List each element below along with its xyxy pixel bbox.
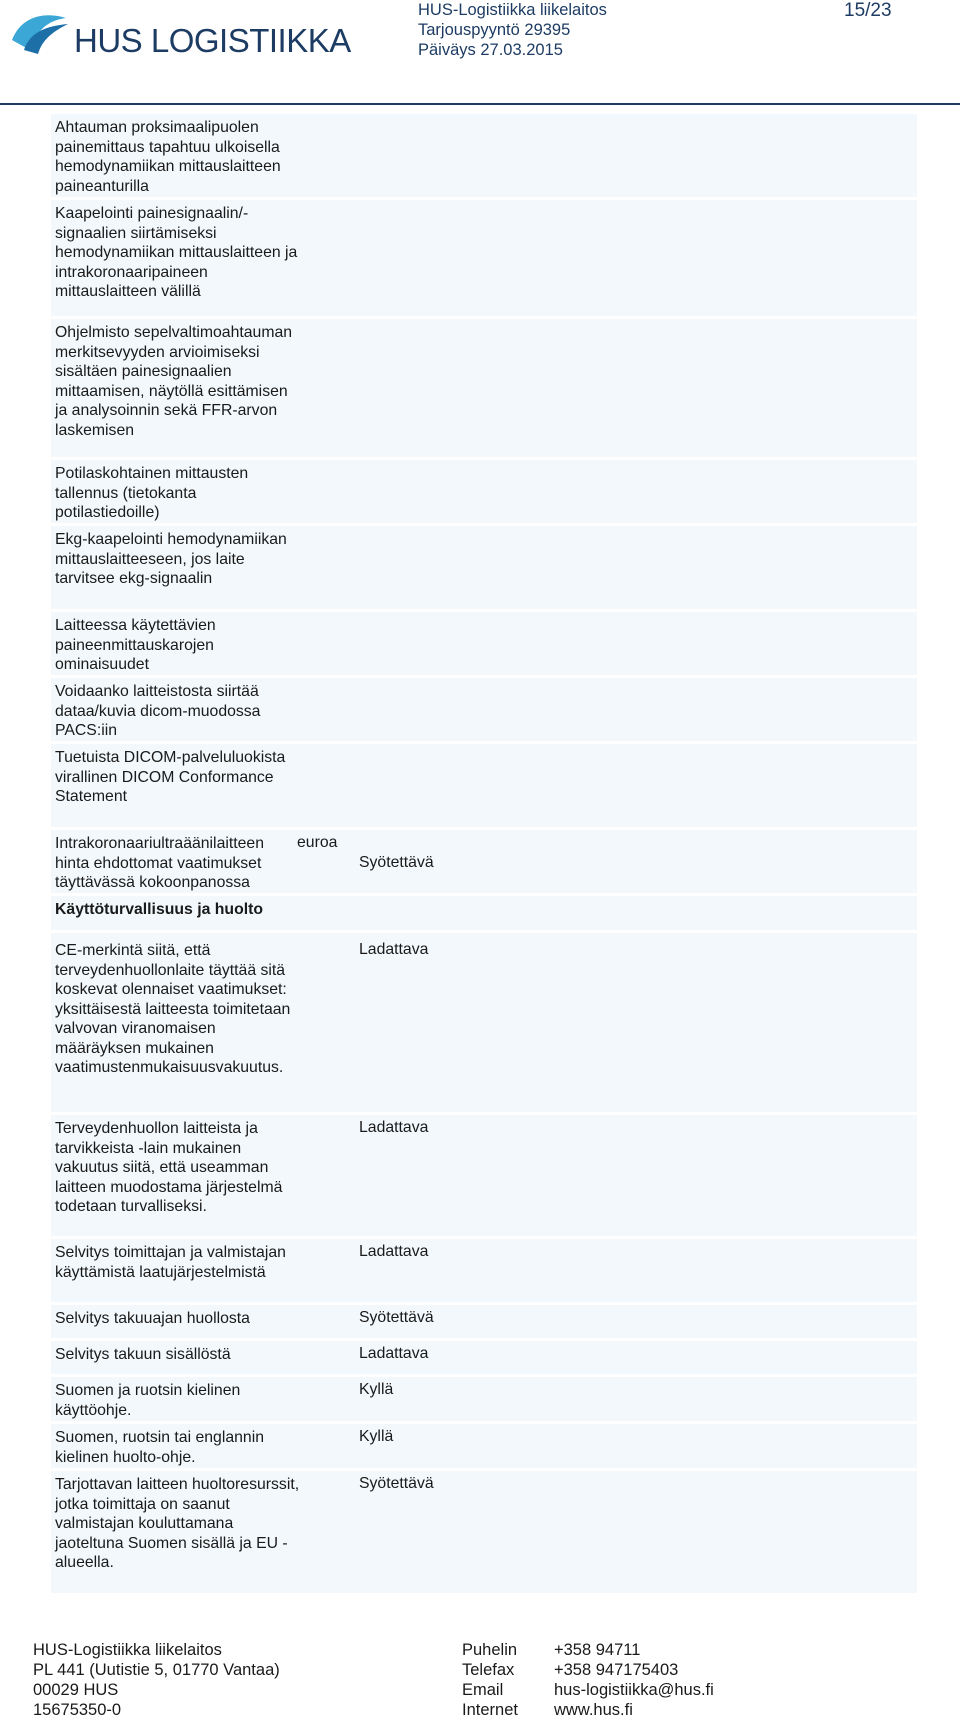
footer-address xyxy=(33,1640,280,1720)
row-label: Ekg-kaapelointi hemodynamiikan mittauslaitteeseen, jos laite tarvitsee ekg-signaalin xyxy=(55,531,287,587)
table-row xyxy=(51,933,917,1112)
table-row xyxy=(51,830,917,893)
phone-value: +358 94711 xyxy=(554,1641,641,1659)
footer-street: PL 441 (Uutistie 5, 01770 Vantaa) xyxy=(33,1661,280,1679)
row-label: Ahtauman proksimaalipuolen painemittaus tapahtuu ulkoisella hemodynamiikan mittauslaitteen paineanturilla xyxy=(55,119,281,195)
website-link[interactable]: www.hus.fi xyxy=(554,1701,633,1719)
hus-logo xyxy=(8,10,351,60)
hus-logo-icon xyxy=(8,10,72,54)
row-label: CE-merkintä siitä, että terveydenhuollonlaite täyttää sitä koskevat olennaiset vaatimukset: yksittäisestä laitteesta toimitetaan valvovan viranomaisen määräyksen mukainen vaatimustenmukaisuusvakuutus. xyxy=(55,942,291,1076)
table-row xyxy=(51,1471,917,1593)
footer-org: HUS-Logistiikka liikelaitos xyxy=(33,1641,222,1659)
row-answer-type: Syötettävä xyxy=(359,1309,434,1326)
header-tender: Tarjouspyyntö 29395 xyxy=(418,21,571,39)
row-answer-type: Syötettävä xyxy=(359,1475,434,1492)
row-label: Selvitys toimittajan ja valmistajan käyttämistä laatujärjestelmistä xyxy=(55,1244,286,1281)
header-date: Päiväys 27.03.2015 xyxy=(418,41,563,59)
phone-label: Puhelin xyxy=(462,1641,518,1659)
row-label: Voidaanko laitteistosta siirtää dataa/kuvia dicom-muodossa PACS:iin xyxy=(55,683,261,739)
table-row xyxy=(51,1341,917,1374)
table-row xyxy=(51,526,917,609)
row-label: Tarjottavan laitteen huoltoresurssit, jotka toimittaja on saanut valmistajan kouluttamana jaoteltuna Suomen sisällä ja EU - alueella. xyxy=(55,1476,300,1571)
row-label: Selvitys takuuajan huollosta xyxy=(55,1310,250,1327)
table-row xyxy=(51,1424,917,1468)
table-row xyxy=(51,1239,917,1302)
table-row xyxy=(51,1115,917,1236)
page-header xyxy=(0,0,960,104)
page-number: 15/23 xyxy=(844,0,892,21)
header-org: HUS-Logistiikka liikelaitos xyxy=(418,1,607,19)
row-label: Potilaskohtainen mittausten tallennus (tietokanta potilastiedoille) xyxy=(55,465,249,521)
table-row xyxy=(51,200,917,316)
row-answer-type: Kyllä xyxy=(359,1428,394,1445)
row-label: Selvitys takuun sisällöstä xyxy=(55,1346,231,1363)
table-row xyxy=(51,319,917,457)
header-divider xyxy=(0,103,960,105)
table-row xyxy=(51,678,917,741)
row-answer-type: Syötettävä xyxy=(359,854,434,871)
row-answer-type: Ladattava xyxy=(359,1119,429,1136)
table-row xyxy=(51,744,917,827)
row-answer-type: Ladattava xyxy=(359,1243,429,1260)
row-label: Intrakoronaariultraäänilaitteen hinta ehdottomat vaatimukset täyttävässä kokoonpanossa xyxy=(55,835,265,891)
header-info xyxy=(418,0,607,60)
table-row xyxy=(51,1377,917,1421)
footer-business-id: 15675350-0 xyxy=(33,1701,122,1719)
table-row xyxy=(51,1305,917,1338)
row-answer-type: Kyllä xyxy=(359,1381,394,1398)
table-row xyxy=(51,114,917,197)
footer-contact-labels xyxy=(462,1640,518,1720)
section-row xyxy=(51,896,917,930)
row-label: Ohjelmisto sepelvaltimoahtauman merkitsevyyden arvioimiseksi sisältäen painesignaalien mittaamisen, näytöllä esittämisen ja analysoinnin sekä FFR-arvon laskemisen xyxy=(55,324,293,439)
row-label: Tuetuista DICOM-palveluluokista virallinen DICOM Conformance Statement xyxy=(55,749,286,805)
row-label: Laitteessa käytettävien paineenmittauskarojen ominaisuudet xyxy=(55,617,216,673)
table-row xyxy=(51,460,917,523)
footer-postal: 00029 HUS xyxy=(33,1681,119,1699)
row-label: Terveydenhuollon laitteista ja tarvikkeista -lain mukainen vakuutus siitä, että useamman laitteen muodostama järjestelmä todetaan turvalliseksi. xyxy=(55,1120,283,1215)
requirements-table xyxy=(51,114,917,1596)
email-label: Email xyxy=(462,1681,504,1699)
row-answer-type: Ladattava xyxy=(359,1345,429,1362)
fax-value: +358 947175403 xyxy=(554,1661,679,1679)
fax-label: Telefax xyxy=(462,1661,515,1679)
row-label: Kaapelointi painesignaalin/-signaalien siirtämiseksi hemodynamiikan mittauslaitteen ja intrakoronaaripaineen mittauslaitteen välillä xyxy=(55,205,298,300)
footer-contact-values xyxy=(554,1640,714,1720)
internet-label: Internet xyxy=(462,1701,518,1719)
row-label: Suomen, ruotsin tai englannin kielinen huolto-ohje. xyxy=(55,1429,265,1466)
row-label: Suomen ja ruotsin kielinen käyttöohje. xyxy=(55,1382,241,1419)
email-link[interactable]: hus-logistiikka@hus.fi xyxy=(554,1681,714,1699)
row-answer-type: Ladattava xyxy=(359,941,429,958)
row-unit: euroa xyxy=(297,834,338,851)
section-heading: Käyttöturvallisuus ja huolto xyxy=(55,901,264,918)
table-row xyxy=(51,612,917,675)
logo-text: HUS LOGISTIIKKA xyxy=(74,22,351,59)
